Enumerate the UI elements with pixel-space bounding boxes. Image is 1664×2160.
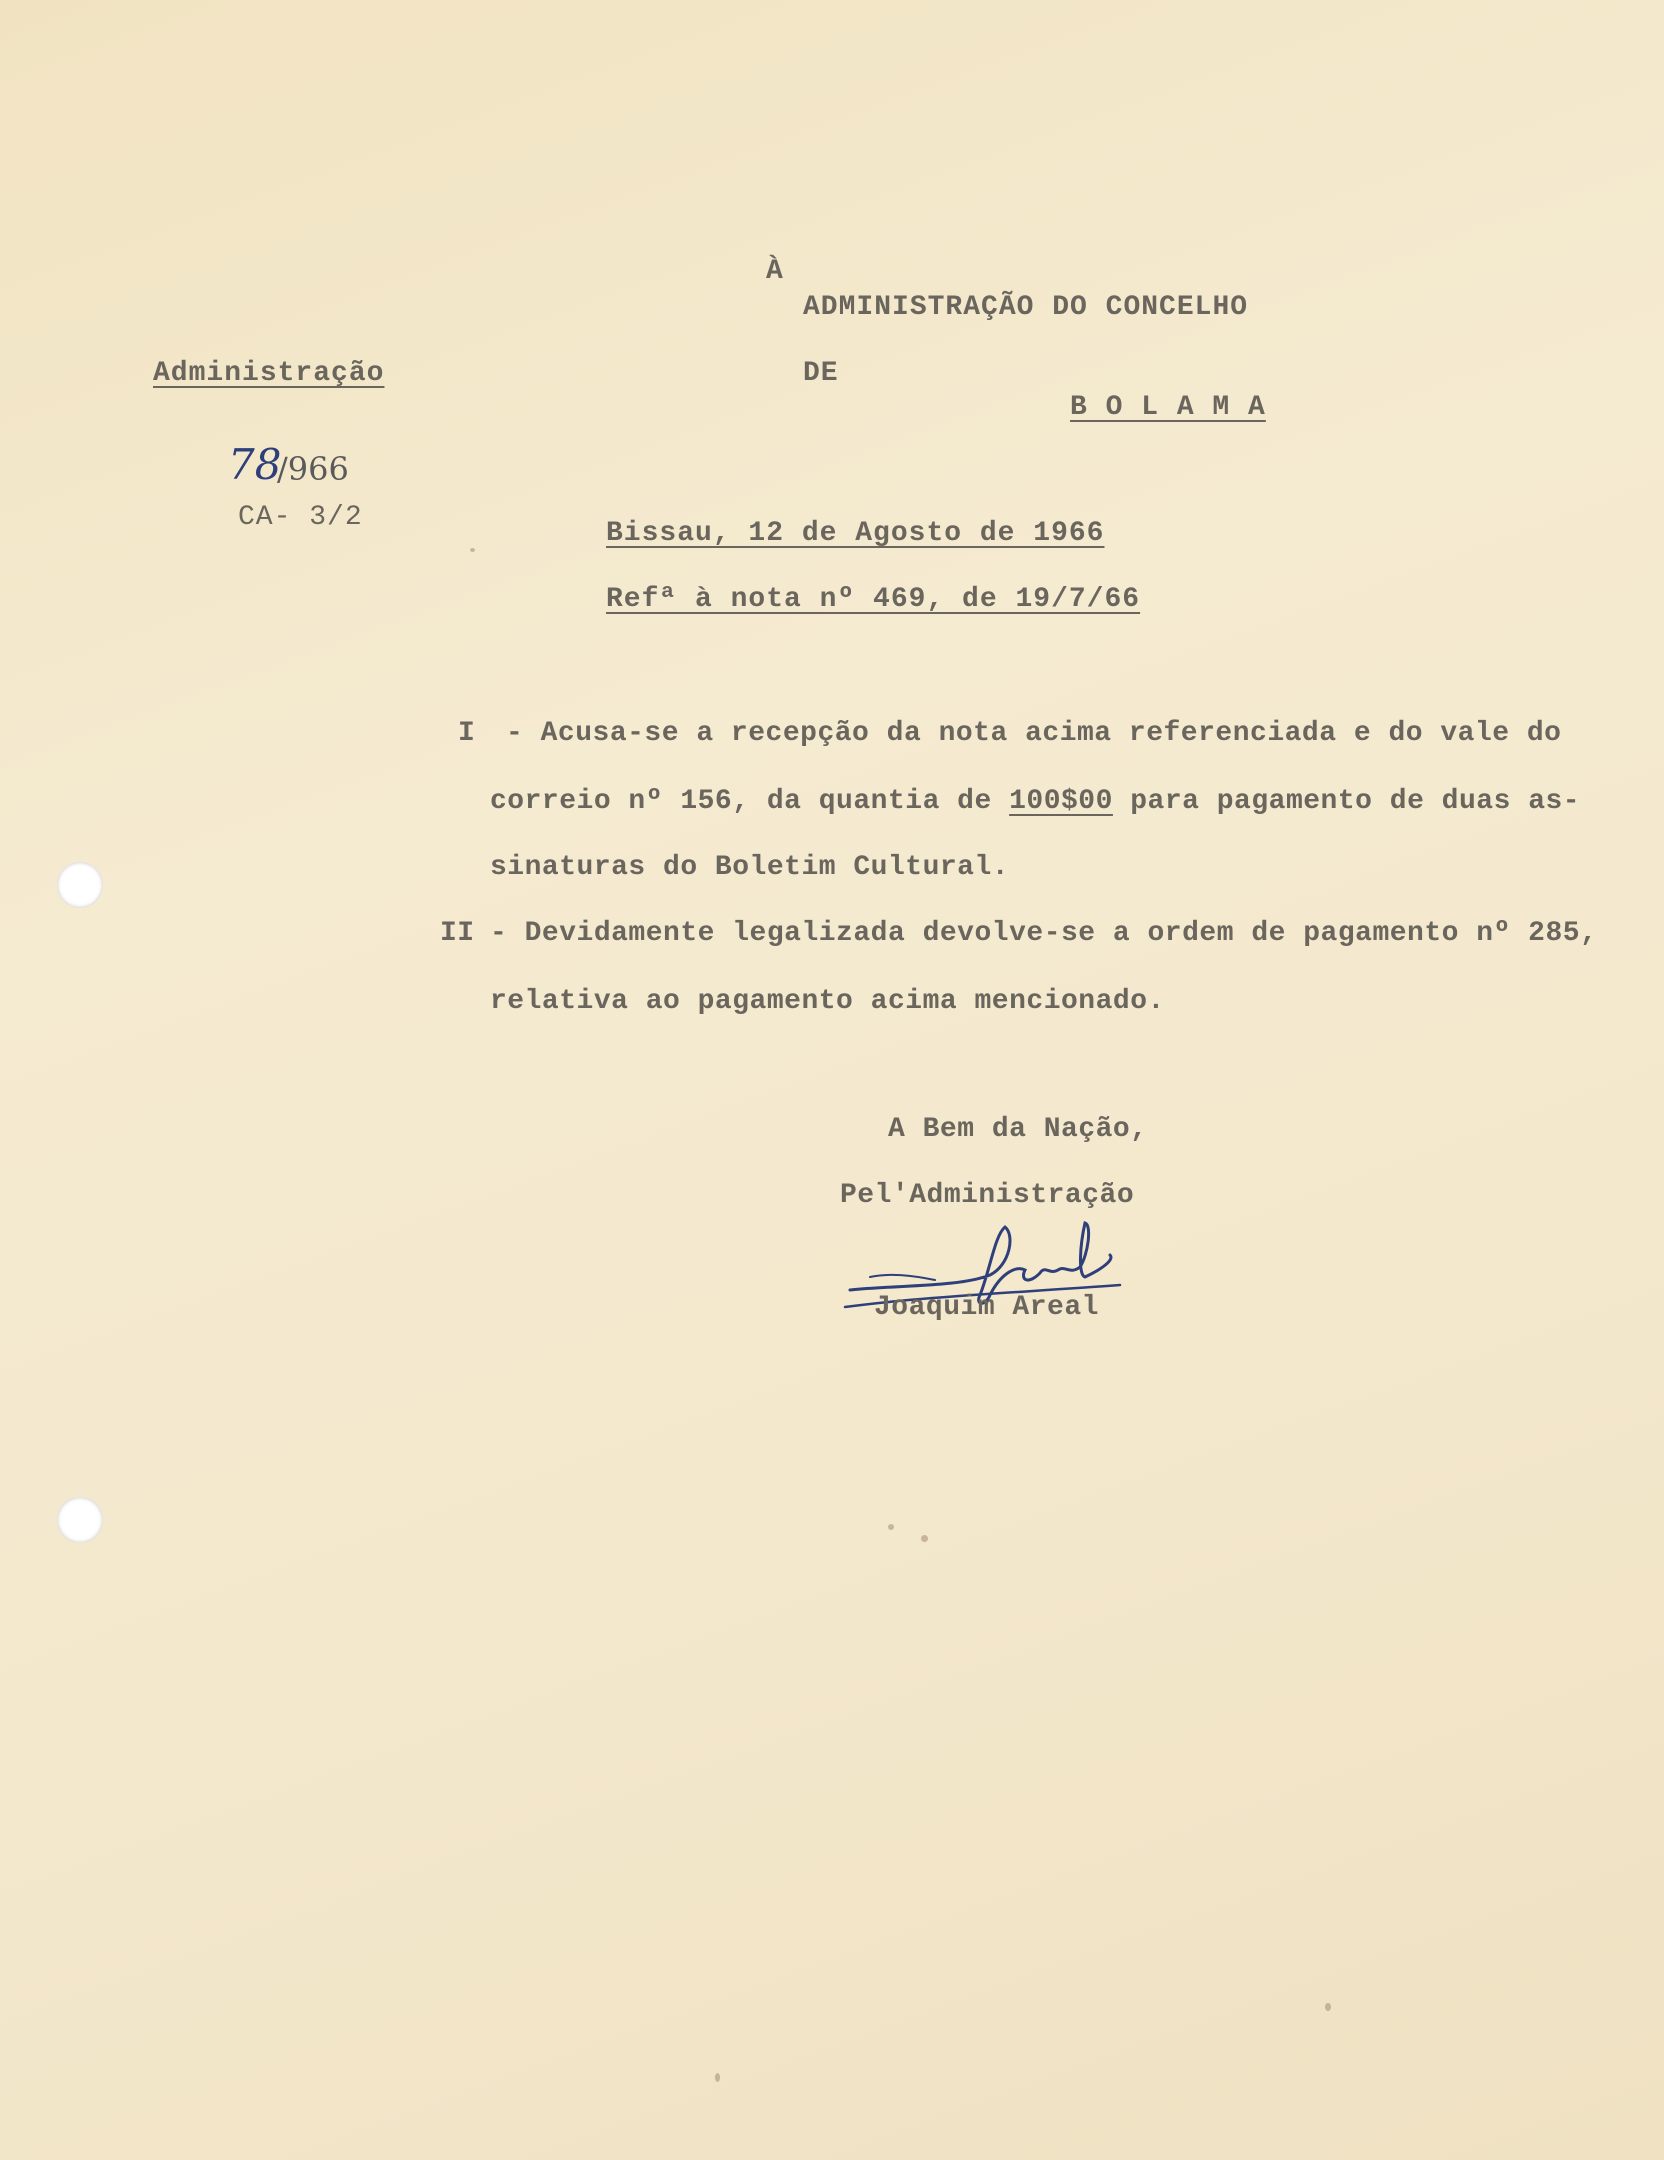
paragraph-2-line-1: - Devidamente legalizada devolve-se a ordem de pagamento nº 285, — [490, 918, 1598, 949]
signatory-name: Joaquim Areal — [874, 1292, 1099, 1323]
paragraph-2-line-2: relativa ao pagamento acima mencionado. — [490, 986, 1165, 1017]
stain — [888, 1524, 894, 1530]
reference-line: Refª à nota nº 469, de 19/7/66 — [606, 584, 1141, 615]
punch-hole-top — [57, 862, 103, 908]
punch-hole-bottom — [57, 1497, 103, 1543]
stain — [470, 548, 475, 552]
paragraph-1-label: I — [458, 718, 476, 749]
stain — [1325, 2003, 1331, 2011]
closing-on-behalf: Pel'Administração — [840, 1180, 1135, 1211]
sender-office: Administração — [153, 358, 385, 389]
date-line: Bissau, 12 de Agosto de 1966 — [606, 518, 1105, 549]
addressee-prefix: À — [766, 256, 784, 287]
paragraph-1-line-2-start: correio nº 156, da quantia de — [490, 786, 1010, 817]
sender-number-handwritten: 78 — [228, 440, 282, 489]
sender-file-ref: CA- 3/2 — [238, 502, 363, 533]
paragraph-2-label: II — [440, 918, 475, 949]
paragraph-1-line-2-end: para pagamento de duas as- — [1112, 786, 1581, 817]
sender-year: /966 — [277, 450, 349, 488]
payment-amount: 100$00 — [1009, 786, 1113, 817]
stain — [921, 1535, 928, 1542]
stain — [715, 2073, 720, 2082]
paragraph-1-line-2 — [490, 786, 1580, 817]
paragraph-1-line-1: - Acusa-se a recepção da nota acima referenciada e do vale do — [506, 718, 1562, 749]
addressee-line-1: ADMINISTRAÇÃO DO CONCELHO — [803, 292, 1249, 323]
paragraph-1-line-3: sinaturas do Boletim Cultural. — [490, 852, 1010, 883]
addressee-line-2: DE — [803, 358, 839, 389]
addressee-line-3: B O L A M A — [1070, 392, 1266, 423]
closing-salutation: A Bem da Nação, — [888, 1114, 1148, 1145]
